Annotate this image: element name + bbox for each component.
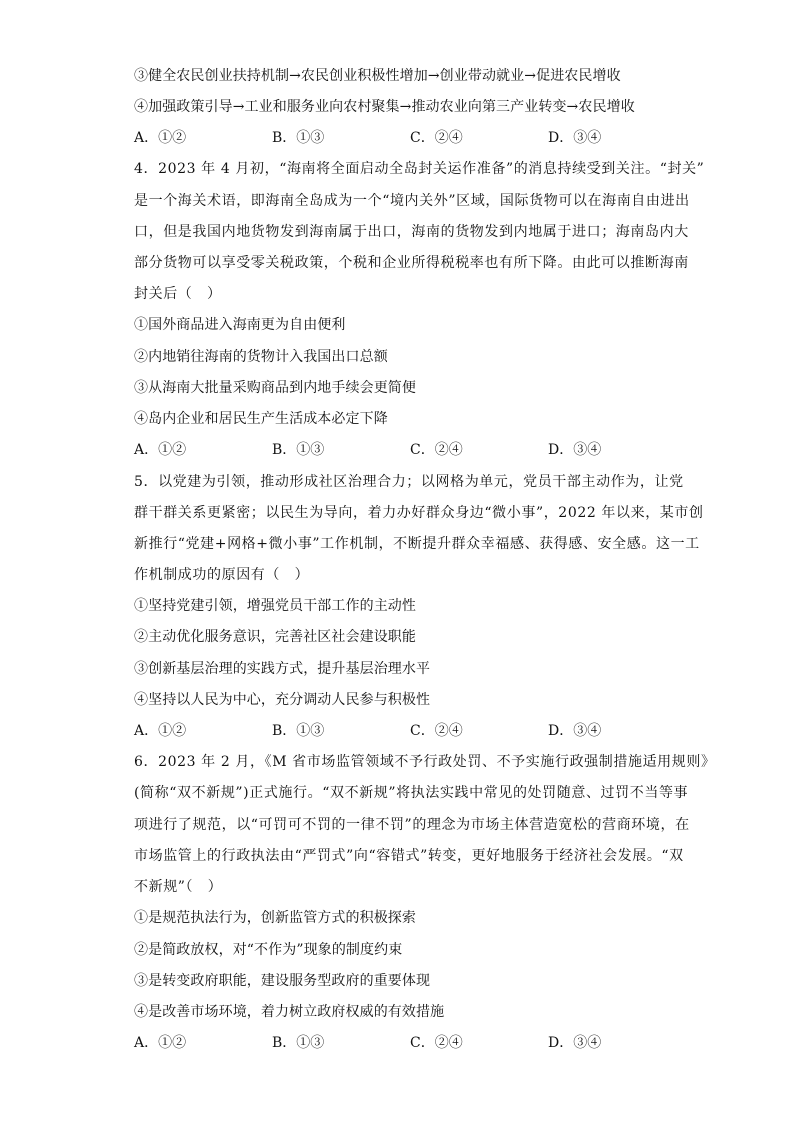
- q5-item-1: ①坚持党建引领，增强党员干部工作的主动性: [134, 598, 416, 614]
- q4-option-c[interactable]: C．②④: [410, 442, 463, 458]
- q6-stem-line-3: 项进行了规范，以“可罚可不罚的一律不罚”的理念为市场主体营造宽松的营商环境，在: [134, 817, 690, 833]
- q4-option-d[interactable]: D．③④: [548, 442, 602, 458]
- q4-stem-line-5: 封关后（ ）: [134, 286, 222, 302]
- q6-option-b[interactable]: B．①③: [272, 1035, 325, 1051]
- q5-item-3: ③创新基层治理的实践方式，提升基层治理水平: [134, 661, 431, 677]
- q5-option-a[interactable]: A．①②: [134, 723, 187, 739]
- q5-item-4: ④坚持以人民为中心，充分调动人民参与积极性: [134, 692, 431, 708]
- q5-option-d[interactable]: D．③④: [548, 723, 602, 739]
- q5-item-2: ②主动优化服务意识，完善社区社会建设职能: [134, 629, 416, 645]
- q5-stem-line-2: 群干群关系更紧密；以民生为导向，着力办好群众身边“微小事”，2022 年以来，某市创: [134, 505, 704, 521]
- q4-option-b[interactable]: B．①③: [272, 442, 325, 458]
- q6-item-3: ③是转变政府职能，建设服务型政府的重要体现: [134, 973, 431, 989]
- q6-option-a[interactable]: A．①②: [134, 1035, 187, 1051]
- q3-option-a[interactable]: A．①②: [134, 130, 187, 146]
- q4-option-a[interactable]: A．①②: [134, 442, 187, 458]
- q3-item-3: ③健全农民创业扶持机制→农民创业积极性增加→创业带动就业→促进农民增收: [134, 68, 621, 84]
- q5-stem-line-4: 作机制成功的原因有（ ）: [134, 567, 310, 583]
- q6-stem-line-5: 不新规”（ ）: [134, 879, 223, 895]
- q3-option-b[interactable]: B．①③: [272, 130, 325, 146]
- q4-stem-line-4: 部分货物可以享受零关税政策，个税和企业所得税税率也有所下降。由此可以推断海南: [134, 255, 689, 271]
- q6-item-1: ①是规范执法行为，创新监管方式的积极探索: [134, 910, 416, 926]
- q4-item-4: ④岛内企业和居民生产生活成本必定下降: [134, 411, 388, 427]
- q6-stem-line-1: 6．2023 年 2 月，《M 省市场监管领域不予行政处罚、不予实施行政强制措施适用规则》: [134, 754, 716, 770]
- q4-item-2: ②内地销往海南的货物计入我国出口总额: [134, 349, 388, 365]
- q6-stem-line-4: 市场监管上的行政执法由“严罚式”向“容错式”转变，更好地服务于经济社会发展。“双: [134, 848, 684, 864]
- q4-item-1: ①国外商品进入海南更为自由便利: [134, 317, 346, 333]
- q4-stem-line-2: 是一个海关术语，即海南全岛成为一个“境内关外”区域，国际货物可以在海南自由进出: [134, 193, 690, 209]
- q6-item-2: ②是简政放权，对“不作为”现象的制度约束: [134, 942, 403, 958]
- q3-item-4: ④加强政策引导→工业和服务业向农村聚集→推动农业向第三产业转变→农民增收: [134, 99, 635, 115]
- q4-item-3: ③从海南大批量采购商品到内地手续会更简便: [134, 380, 416, 396]
- q4-stem-line-1: 4．2023 年 4 月初，“海南将全面启动全岛封关运作准备”的消息持续受到关注。“封关”: [134, 161, 705, 177]
- q4-stem-line-3: 口，但是我国内地货物发到海南属于出口，海南的货物发到内地属于进口；海南岛内大: [134, 224, 689, 240]
- q6-option-d[interactable]: D．③④: [548, 1035, 602, 1051]
- q6-item-4: ④是改善市场环境，着力树立政府权威的有效措施: [134, 1004, 445, 1020]
- q6-stem-line-2: (简称“双不新规”)正式施行。“双不新规”将执法实践中常见的处罚随意、过罚不当等事: [134, 785, 689, 801]
- q6-option-c[interactable]: C．②④: [410, 1035, 463, 1051]
- q5-option-c[interactable]: C．②④: [410, 723, 463, 739]
- q3-option-c[interactable]: C．②④: [410, 130, 463, 146]
- q5-stem-line-3: 新推行“党建+网格+微小事”工作机制，不断提升群众幸福感、获得感、安全感。这一工: [134, 536, 700, 552]
- q5-option-b[interactable]: B．①③: [272, 723, 325, 739]
- q5-stem-line-1: 5．以党建为引领，推动形成社区治理合力；以网格为单元，党员干部主动作为，让党: [134, 474, 684, 490]
- q3-option-d[interactable]: D．③④: [548, 130, 602, 146]
